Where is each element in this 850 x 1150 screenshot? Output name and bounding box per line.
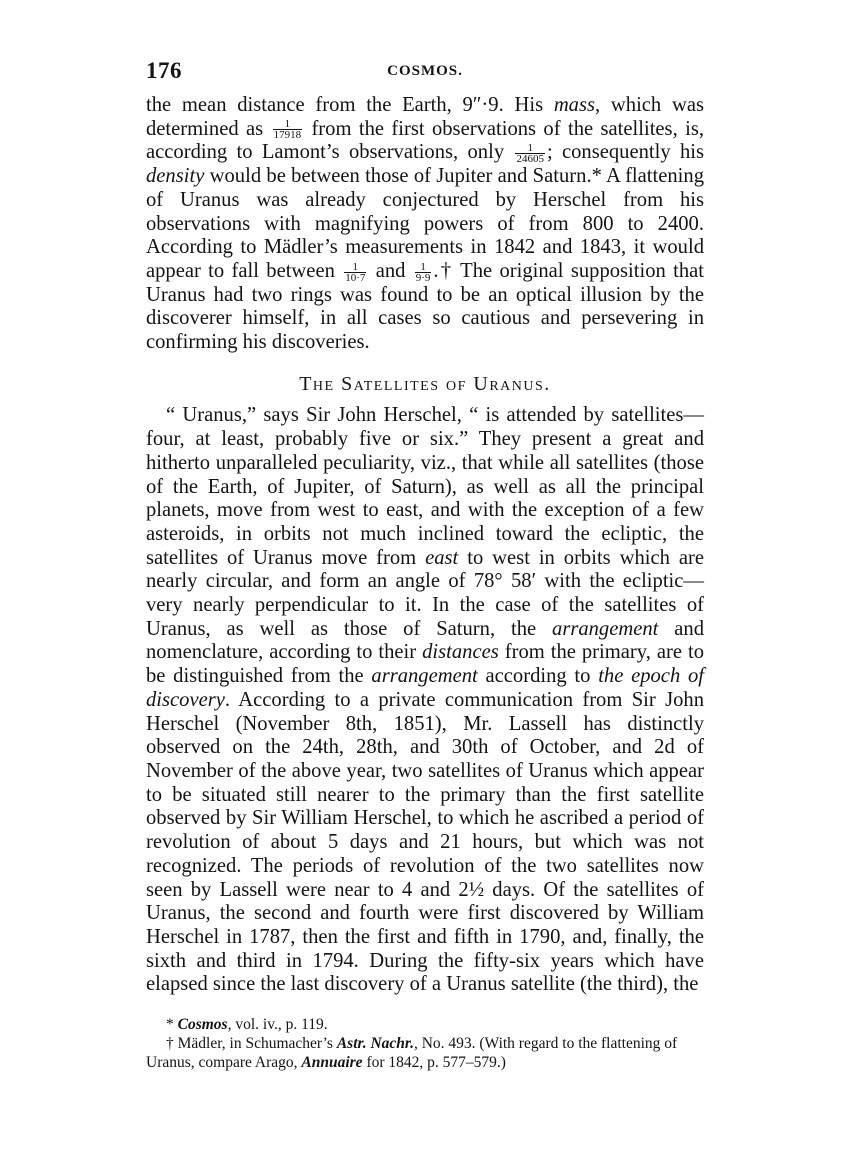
footnotes <box>146 1015 704 1072</box>
text-run: , which was determined as <box>146 94 704 140</box>
text-run: , vol. iv., p. 119. <box>227 1016 328 1034</box>
emphasis-distances: distances <box>422 641 499 664</box>
text-run: “ Uranus,” says Sir John Herschel, “ is attended by satellites—four, at least, probably five or six.” They present a great and hitherto unparalleled peculiarity, viz., that while all satellites (those of the Earth, of Jupiter, of Saturn), as well as all the principal planets, move from west to east, and with the exception of a few asteroids, in orbits not much inclined toward the ecliptic, the satellites of Uranus move from <box>146 404 704 569</box>
footnote-1 <box>146 1015 704 1034</box>
text-run: the mean distance from the Earth, 9″·9. His <box>146 94 554 116</box>
section-title: The Satellites of Uranus. <box>299 372 551 395</box>
page-header <box>146 58 704 88</box>
footnote-title: Astr. Nachr. <box>336 1035 414 1053</box>
emphasis-mass: mass <box>553 94 596 116</box>
footnote-title: Cosmos <box>177 1016 228 1034</box>
fraction-denominator: 10·7 <box>345 271 366 284</box>
fraction-flattening-low <box>344 262 366 283</box>
text-run: and <box>368 259 413 282</box>
footnote-mark: * <box>166 1016 178 1034</box>
page-number: 176 <box>146 58 182 83</box>
text-run: according to <box>477 665 599 688</box>
paragraph-mass-density <box>146 94 704 355</box>
fraction-numerator: 1 <box>415 262 432 273</box>
body-text <box>146 94 704 997</box>
emphasis-arrangement: arrangement <box>552 617 659 640</box>
paragraph-satellites <box>146 404 704 997</box>
text-run: from the primary, are to be distinguished from the <box>146 641 704 688</box>
footnote-title: Annuaire <box>301 1054 363 1072</box>
book-page <box>146 58 704 1072</box>
emphasis-arrangement: arrangement <box>371 665 478 688</box>
running-title: COSMOS. <box>387 63 463 79</box>
emphasis-density: density <box>146 165 205 188</box>
text-run: to west in orbits which are nearly circular, and form an angle of 78° 58′ with the ecliptic—very nearly perpendicular to it. In the case of the satellites of Uranus, as well as those of Saturn, the <box>146 546 705 640</box>
footnote-2 <box>146 1034 704 1072</box>
emphasis-east: east <box>425 546 459 569</box>
text-run: ; consequently his <box>546 141 704 164</box>
text-run: .† The original supposition that Uranus had two rings was found to be an optical illusion by the discoverer himself, in all cases so cautious and persevering in confirming his discoveries. <box>146 259 705 354</box>
fraction-numerator: 1 <box>273 119 303 130</box>
fraction-flattening-high <box>415 262 432 283</box>
fraction-denominator: 24605 <box>516 153 544 166</box>
text-run: † Mädler, in Schumacher’s <box>166 1035 337 1053</box>
fraction-denominator: 17918 <box>273 129 302 142</box>
fraction-numerator: 1 <box>515 143 545 154</box>
fraction-mass-lamont <box>515 143 545 164</box>
text-run: from the first observations of the satellites, is, according to Lamont’s observations, only <box>146 117 704 164</box>
text-run: . According to a private communication from Sir John Herschel (November 8th, 1851), Mr. Lassell has distinctly observed on the 24th, 28th, and 30th of October, and 2d of November of the above year, two satellites of Uranus which appear to be situated still nearer to the primary than the first satellite observed by Sir William Herschel, to which he ascribed a period of revolution of about 5 days and 21 hours, but which was not recognized. The periods of revolution of the two satellites now seen by Lassell were near to 4 and 2½ days. Of the satellites of Uranus, the second and fourth were first discovered by William Herschel in 1787, then the first and fifth in 1790, and, finally, the sixth and third in 1794. During the fifty-six years which have elapsed since the last discovery of a Uranus satellite (the third), the <box>146 688 704 996</box>
fraction-numerator: 1 <box>344 262 366 273</box>
fraction-mass-first <box>273 119 303 140</box>
text-run: , No. 493. (With regard to the flattening of Uranus, compare Arago, <box>146 1035 678 1072</box>
fraction-denominator: 9·9 <box>415 271 431 284</box>
text-run: would be between those of Jupiter and Saturn.* A flattening of Uranus was already conjectured by Herschel from his observations with magnifying powers of from 800 to 2400. According to Mädler’s measurements in 1842 and 1843, it would appear to fall between <box>146 165 704 282</box>
text-run: and nomenclature, according to their <box>146 617 705 664</box>
text-run: for 1842, p. 577–579.) <box>362 1054 506 1072</box>
emphasis-epoch: the epoch of discovery <box>146 665 704 711</box>
